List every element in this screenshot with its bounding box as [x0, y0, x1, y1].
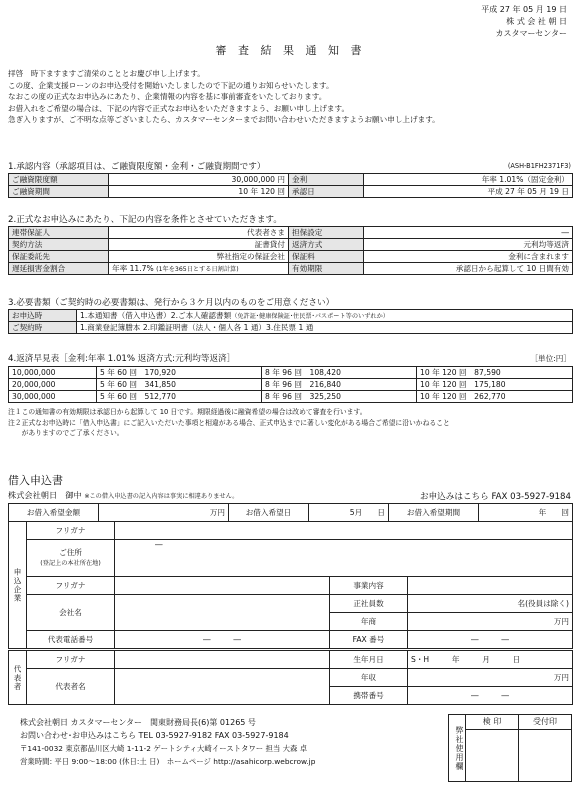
- limit-label: ご融資限度額: [9, 174, 109, 186]
- repay-10y: 10 年 120 回 262,770: [417, 391, 573, 403]
- fax-label: FAX 番号: [330, 631, 408, 649]
- intro-line: 急ぎ入りますが、ご不明な点等ございましたら、カスタマーセンターまでお問い合わせいただきますようお願い申し上げます。: [8, 115, 440, 125]
- doc-list: 1.本通知書（借入申込書）2.ご本人確認書類: [80, 311, 232, 320]
- doc-note: （免許証･健康保険証･住民票･パスポート等のいずれか）: [231, 313, 389, 320]
- addressee: 株式会社朝日 御中: [8, 490, 82, 500]
- late-fee-note: (1年を365日とする日割計算): [156, 266, 239, 273]
- address-label: [27, 540, 115, 577]
- company-name-label: 会社名: [27, 595, 115, 631]
- table-row: [9, 595, 573, 613]
- reception-stamp-label: 受付印: [519, 715, 571, 730]
- phone-field[interactable]: ― ―: [115, 631, 330, 649]
- cell-value: 1.商業登記簿謄本 2.印鑑証明書（法人・個人各 1 通）3.住民票 1 通: [77, 322, 573, 334]
- furigana-label: フリガナ: [27, 577, 115, 595]
- table-row: [9, 379, 573, 391]
- repay-8y: 8 年 96 回 325,250: [262, 391, 417, 403]
- office-use-label: 弊社使用欄: [449, 715, 466, 781]
- table-row: [9, 577, 573, 595]
- company-furigana-field[interactable]: [115, 577, 330, 595]
- cell-label: 遅延損害金割合: [9, 263, 109, 275]
- cell-label: 担保設定: [289, 227, 364, 239]
- header-block: [481, 4, 567, 40]
- rep-furigana-field[interactable]: [115, 651, 330, 669]
- table-row: [9, 540, 573, 577]
- amount-field[interactable]: 万円: [99, 504, 229, 522]
- document-title: 審 査 結 果 通 知 書: [215, 44, 366, 57]
- table-row: [9, 310, 573, 322]
- loan-amount: 10,000,000: [9, 367, 97, 379]
- cell-value: [77, 310, 573, 322]
- section4-heading: 4.返済早見表［金利:年率 1.01% 返済方式:元利均等返済］: [8, 354, 236, 364]
- period-label: ご融資期間: [9, 186, 109, 198]
- table-row: [9, 263, 573, 275]
- income-label: 年収: [330, 669, 408, 687]
- footer-line: 株式会社朝日 カスタマーセンター 関東財務局長(6)第 01265 号: [20, 718, 256, 727]
- issue-date: 平成 27 年 05 月 19 日: [481, 5, 567, 14]
- cell-label: 保証料: [289, 251, 364, 263]
- cell-label: 連帯保証人: [9, 227, 109, 239]
- cell-value: 金利に含まれます: [364, 251, 573, 263]
- table-row: [9, 186, 573, 198]
- rep-name-label: 代表者名: [27, 669, 115, 705]
- birth-label: 生年月日: [330, 651, 408, 669]
- department: カスタマーセンター: [495, 29, 567, 38]
- loan-request-row: [8, 503, 573, 522]
- footer-line: 〒141-0032 東京都品川区大崎 1-11-2 ゲートシティ大崎イーストタワー 担当 大森 卓: [20, 744, 308, 753]
- repay-10y: 10 年 120 回 175,180: [417, 379, 573, 391]
- fax-field[interactable]: ― ―: [408, 631, 573, 649]
- address-note: (登記上の本社所在地): [40, 560, 101, 567]
- table-row: [9, 239, 573, 251]
- section3-heading: 3.必要書類（ご契約時の必要書類は、発行から３ケ月以内のものをご用意ください）: [8, 298, 335, 308]
- furigana-label: フリガナ: [27, 651, 115, 669]
- amount-label: お借入希望金額: [9, 504, 99, 522]
- furigana-field[interactable]: [115, 522, 573, 540]
- period-value: 10 年 120 回: [109, 186, 289, 198]
- repay-8y: 8 年 96 回 216,840: [262, 379, 417, 391]
- intro-line: なおこの度の正式なお申込みにあたり、企業情報の内容を基に事前審査をいたしております。: [8, 92, 327, 102]
- period-field[interactable]: 年 回: [479, 504, 573, 522]
- approval-date-label: 承認日: [289, 186, 364, 198]
- notes: [8, 407, 573, 439]
- company-name-field[interactable]: [115, 595, 330, 631]
- applicant-side-label: 申込企業: [9, 522, 27, 649]
- table-row: [9, 174, 573, 186]
- rep-name-field[interactable]: [115, 669, 330, 705]
- mobile-field[interactable]: ― ―: [408, 687, 573, 705]
- form-note: ※この借入申込書の記入内容は事実に相違ありません。: [84, 493, 239, 500]
- rate-value: 年率 1.01%（固定金利）: [364, 174, 573, 186]
- table-row: [9, 251, 573, 263]
- cell-value: 弊社指定の保証会社: [109, 251, 289, 263]
- late-fee-value: [109, 263, 289, 275]
- cell-label: お申込時: [9, 310, 77, 322]
- cell-label: ご契約時: [9, 322, 77, 334]
- inspection-stamp-label: 検 印: [466, 715, 519, 730]
- table-row: [9, 522, 573, 540]
- intro-paragraph: [8, 68, 573, 126]
- furigana-label: フリガナ: [27, 522, 115, 540]
- stamp-divider: [518, 729, 519, 781]
- table-row: [9, 669, 573, 687]
- representative-table: [8, 650, 573, 705]
- business-label: 事業内容: [330, 577, 408, 595]
- unit-label: ［単位:円］: [530, 354, 571, 363]
- conditions-table: [8, 226, 573, 275]
- cell-label: 返済方式: [289, 239, 364, 251]
- date-label: お借入希望日: [229, 504, 309, 522]
- repay-5y: 5 年 60 回 512,770: [97, 391, 262, 403]
- office-use-box: [448, 714, 572, 782]
- company-name: 株 式 会 社 朝 日: [506, 17, 567, 26]
- revenue-field[interactable]: 万円: [408, 613, 573, 631]
- rep-side-label: 代表者: [9, 651, 27, 705]
- fax-line: お申込みはこちら FAX 03-5927-9184: [419, 492, 571, 502]
- phone-label: 代表電話番号: [27, 631, 115, 649]
- footer-line: お問い合わせ･お申込みはこちら TEL 03-5927-9182 FAX 03-5927-9184: [20, 731, 289, 740]
- cell-value: 承認日から起算して 10 日間有効: [364, 263, 573, 275]
- address-field[interactable]: ―: [115, 540, 573, 577]
- repay-5y: 5 年 60 回 341,850: [97, 379, 262, 391]
- footer-line: 営業時間: 平日 9:00～18:00 (休日:土 日) ホームページ http://asahicorp.webcrow.jp: [20, 757, 316, 766]
- form-title: 借入申込書: [8, 474, 63, 487]
- approval-code: (ASH-B1FH2371F3): [507, 162, 571, 170]
- note-line: 注２正式なお申込時に「借入申込書」にご記入いただいた事項と相違がある場合、正式申込までに著しい変化がある場合ご希望に沿いかねること: [8, 418, 450, 427]
- documents-table: [8, 309, 573, 334]
- date-field[interactable]: 5月 日: [309, 504, 389, 522]
- table-row: [9, 651, 573, 669]
- note-line: がありますのでご了承ください。: [8, 429, 124, 438]
- income-field[interactable]: 万円: [408, 669, 573, 687]
- table-row: [9, 504, 573, 522]
- cell-label: 有効期限: [289, 263, 364, 275]
- limit-value: 30,000,000 円: [109, 174, 289, 186]
- loan-amount: 30,000,000: [9, 391, 97, 403]
- table-row: [9, 322, 573, 334]
- applicant-table: [8, 521, 573, 649]
- cell-label: 保証委託先: [9, 251, 109, 263]
- loan-amount: 20,000,000: [9, 379, 97, 391]
- intro-line: お借入れをご希望の場合は、下記の内容で正式なお申込をいただきますよう、お願い申し上げます。: [8, 103, 350, 113]
- revenue-label: 年商: [330, 613, 408, 631]
- repayment-table: [8, 366, 573, 403]
- cell-label: 契約方法: [9, 239, 109, 251]
- repay-10y: 10 年 120 回 87,590: [417, 367, 573, 379]
- footer-contact: [20, 716, 315, 768]
- cell-value: 証書貸付: [109, 239, 289, 251]
- intro-line: この度、企業支援ローンのお申込受付を開始いたしましたので下記の通りお知らせいたします。: [8, 80, 334, 90]
- table-row: [9, 631, 573, 649]
- table-row: [9, 367, 573, 379]
- cell-value: ―: [364, 227, 573, 239]
- cell-value: 代表者さま: [109, 227, 289, 239]
- birth-field[interactable]: S・H 年 月 日: [408, 651, 573, 669]
- employees-label: 正社員数: [330, 595, 408, 613]
- repay-5y: 5 年 60 回 170,920: [97, 367, 262, 379]
- approval-date-value: 平成 27 年 05 月 19 日: [364, 186, 573, 198]
- table-row: [9, 227, 573, 239]
- form-addressee: [8, 490, 238, 501]
- table-row: [9, 391, 573, 403]
- business-field[interactable]: [408, 577, 573, 595]
- section1-heading: 1.承認内容（承認項目は、ご融資限度額・金利・ご融資期間です）: [8, 162, 266, 172]
- mobile-label: 携帯番号: [330, 687, 408, 705]
- intro-line: 拝啓 時下ますますご清栄のこととお慶び申し上げます。: [8, 69, 205, 78]
- approval-table: [8, 173, 573, 198]
- address-text: ご住所: [59, 548, 82, 557]
- note-line: 注１この通知書の有効期限は承認日から起算して 10 日です。期限経過後に融資希望の場合は改めて審査を行います。: [8, 408, 367, 416]
- employees-field[interactable]: 名(役員は除く): [408, 595, 573, 613]
- period-label: お借入希望期間: [389, 504, 479, 522]
- rate-label: 金利: [289, 174, 364, 186]
- repay-8y: 8 年 96 回 108,420: [262, 367, 417, 379]
- late-fee-rate: 年率 11.7%: [112, 264, 154, 273]
- cell-value: 元利均等返済: [364, 239, 573, 251]
- section2-heading: 2.正式なお申込みにあたり、下記の内容を条件とさせていただきます。: [8, 215, 282, 225]
